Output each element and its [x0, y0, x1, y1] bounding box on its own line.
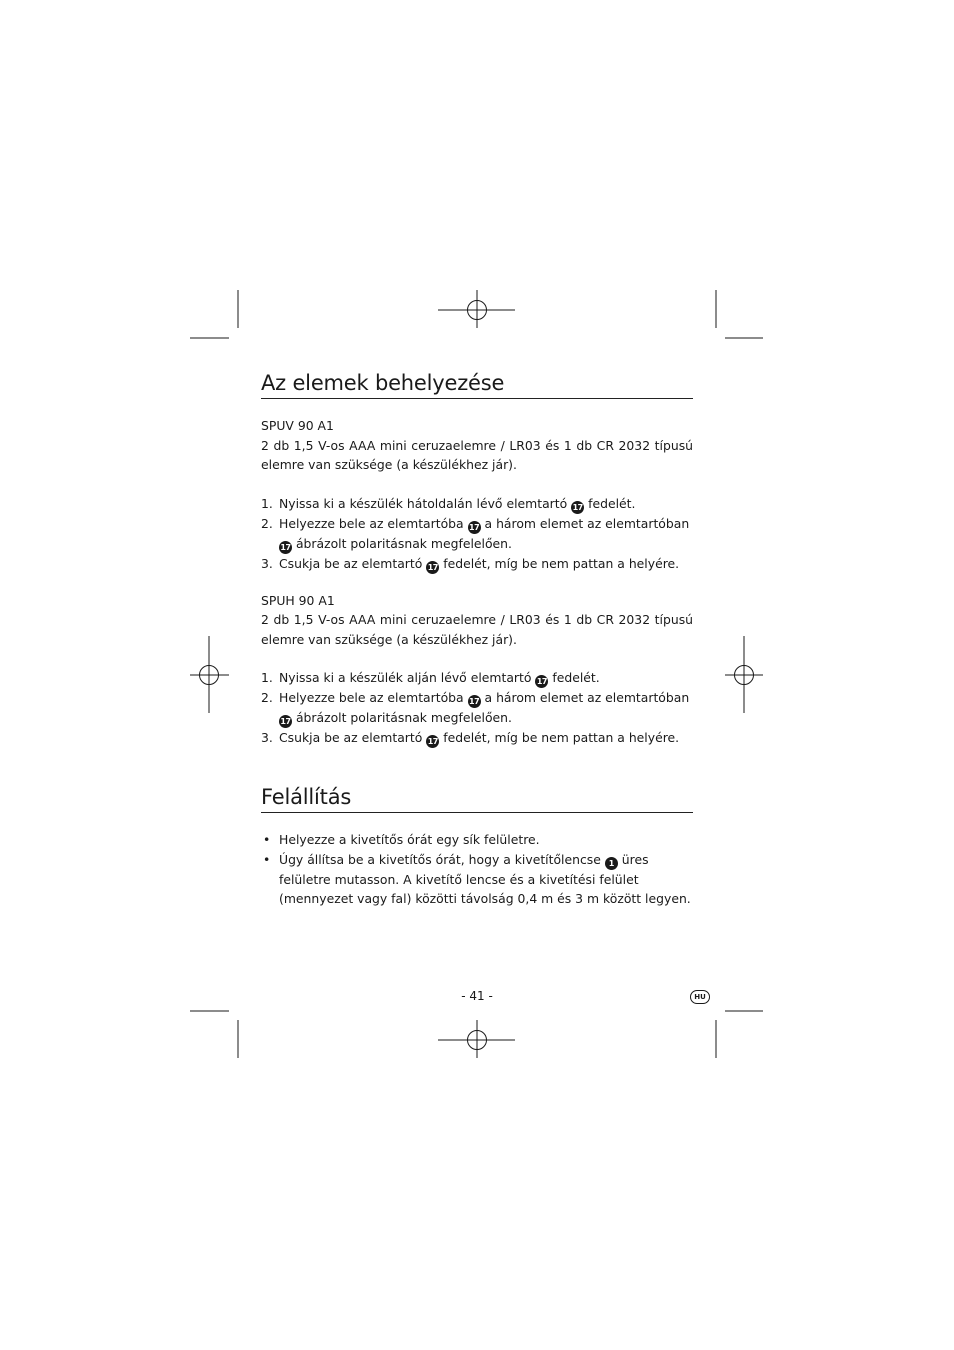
step-text: Helyezze bele az elemtartóba	[279, 690, 464, 705]
reference-number-icon: 17	[572, 502, 583, 512]
reference-number-icon: 17	[536, 677, 547, 686]
setup-bullets	[261, 830, 693, 909]
list-item	[261, 554, 693, 574]
model-label-spuh: SPUH 90 A1	[261, 592, 335, 608]
step-text: fedelét, míg be nem pattan a helyére.	[443, 730, 680, 745]
reference-number-icon: 17	[427, 562, 438, 572]
step-number: 2.	[261, 515, 273, 531]
step-text: fedelét.	[588, 495, 636, 511]
battery-requirement-spuh: 2 db 1,5 V-os AAA mini ceruzaelemre / LR03 és 1 db CR 2032 típusú elemre van szüksége (a készülékhez jár).	[261, 612, 693, 647]
reference-number-icon: 17	[280, 717, 291, 726]
step-text: Csukja be az elemtartó	[279, 730, 423, 745]
step-text: a három elemet az elemtartóban	[484, 690, 690, 705]
section-title-battery: Az elemek behelyezése	[261, 370, 693, 399]
page-content	[261, 370, 693, 909]
list-item	[261, 830, 693, 850]
reference-number-icon: 17	[469, 522, 480, 532]
steps-spuh	[261, 668, 693, 748]
bullet-text: Helyezze a kivetítős órát egy sík felületre.	[279, 832, 540, 847]
step-text: Helyezze bele az elemtartóba	[279, 515, 464, 531]
bullet-icon: •	[263, 832, 271, 847]
bullet-icon: •	[263, 851, 271, 867]
step-number: 3.	[261, 730, 273, 745]
step-text: fedelét.	[552, 670, 600, 685]
model-label-spuv: SPUV 90 A1	[261, 418, 334, 433]
list-item	[261, 514, 693, 554]
step-number: 2.	[261, 690, 273, 705]
list-item	[261, 494, 693, 514]
step-text: Csukja be az elemtartó	[279, 555, 423, 571]
step-text: fedelét, míg be nem pattan a helyére.	[443, 555, 680, 571]
battery-requirement-spuv: 2 db 1,5 V-os AAA mini ceruzaelemre / LR03 és 1 db CR 2032 típusú elemre van szüksége (a készülékhez jár).	[261, 437, 693, 472]
reference-number-icon: 17	[280, 542, 291, 552]
bullet-text: üres felületre mutasson. A kivetítő lencse és a kivetítési felület (mennyezet vagy fal) közötti távolság 0,4 m és 3 m között legyen.	[279, 851, 691, 906]
step-text: ábrázolt polaritásnak megfelelően.	[295, 535, 512, 551]
step-text: a három elemet az elemtartóban	[484, 515, 690, 531]
language-badge: HU	[690, 990, 710, 1004]
reference-number-icon: 17	[427, 737, 438, 746]
step-number: 1.	[261, 495, 273, 511]
step-number: 1.	[261, 670, 273, 685]
list-item	[261, 688, 693, 728]
section-setup	[261, 784, 693, 909]
list-item	[261, 668, 693, 688]
step-number: 3.	[261, 555, 273, 571]
reference-number-icon: 17	[469, 697, 480, 706]
step-text: ábrázolt polaritásnak megfelelően.	[295, 710, 512, 725]
reference-number-icon: 1	[605, 857, 618, 870]
page-number: - 41 -	[461, 989, 493, 1003]
steps-spuv	[261, 494, 693, 574]
list-item	[261, 850, 693, 909]
section-title-setup: Felállítás	[261, 784, 693, 813]
step-text: Nyissa ki a készülék hátoldalán lévő elemtartó	[279, 495, 568, 511]
step-text: Nyissa ki a készülék alján lévő elemtartó	[279, 670, 532, 685]
bullet-text: Úgy állítsa be a kivetítős órát, hogy a kivetítőlencse	[279, 851, 601, 867]
section-battery-insertion	[261, 370, 693, 748]
list-item	[261, 728, 693, 748]
